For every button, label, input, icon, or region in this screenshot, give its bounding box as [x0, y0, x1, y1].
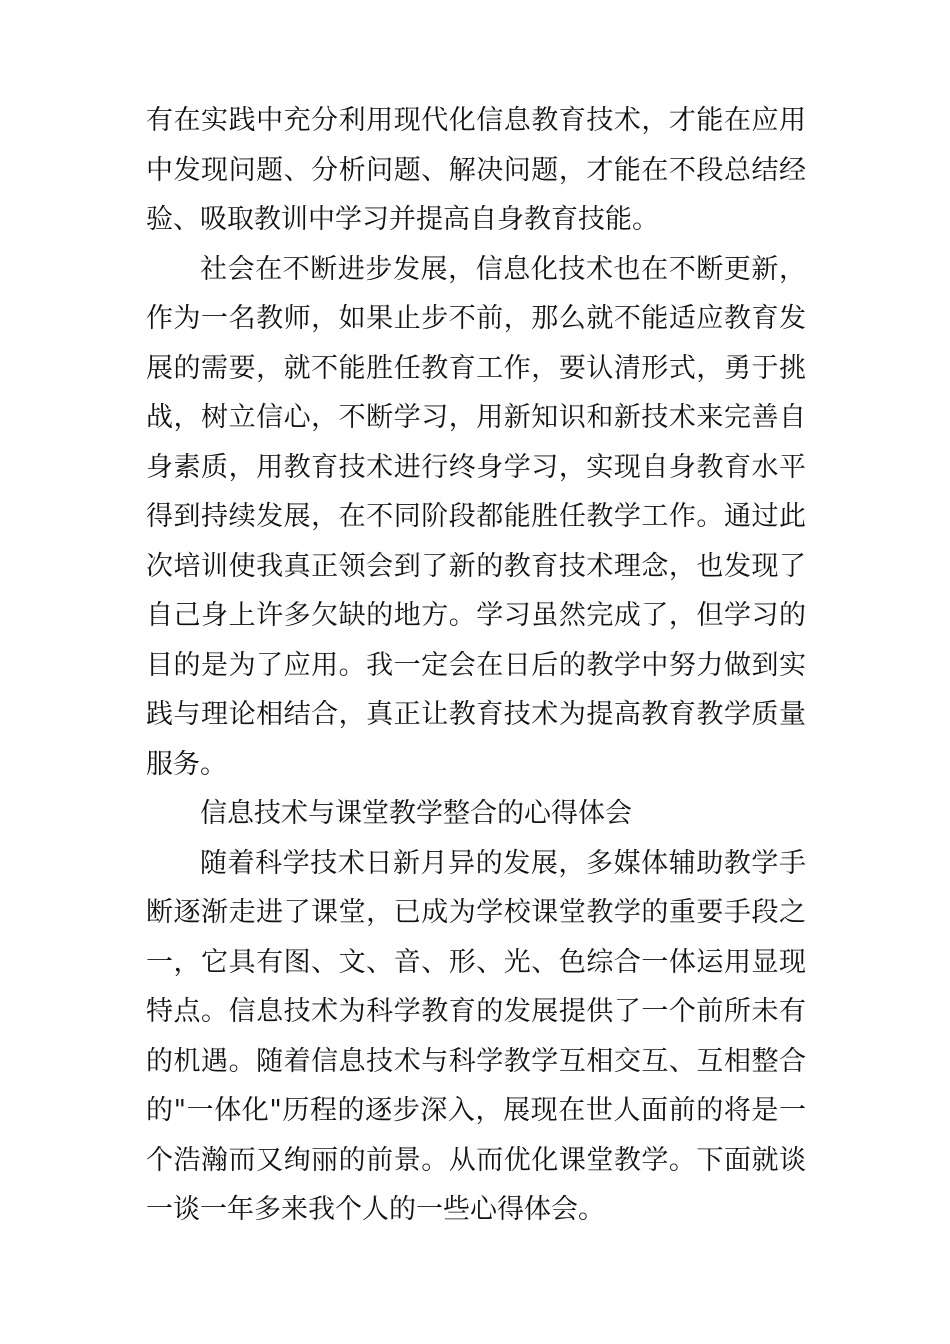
paragraph-continuation: 有在实践中充分利用现代化信息教育技术，才能在应用中发现问题、分析问题、解决问题，才能在不段总结经验、吸取教训中学习并提高自身教育技能。	[146, 105, 806, 235]
paragraph-teacher-development: 社会在不断进步发展，信息化技术也在不断更新，作为一名教师，如果止步不前，那么就不能适应教育发展的需要，就不能胜任教育工作，要认清形式，勇于挑战，树立信心，不断学习，用新知识和新技术来完善自身素质，用教育技术进行终身学习，实现自身教育水平得到持续发展，在不同阶段都能胜任教学工作。通过此次培训使我真正领会到了新的教育技术理念，也发现了自己身上许多欠缺的地方。学习虽然完成了，但学习的目的是为了应用。我一定会在日后的教学中努力做到实践与理论相结合，真正让教育技术为提高教育教学质量服务。	[146, 253, 806, 780]
section-heading: 信息技术与课堂教学整合的心得体会	[200, 798, 632, 829]
document-page	[146, 96, 806, 1235]
paragraph-integration-intro: 随着科学技术日新月异的发展，多媒体辅助教学手断逐渐走进了课堂，已成为学校课堂教学的重要手段之一，它具有图、文、音、形、光、色综合一体运用显现特点。信息技术为科学教育的发展提供了一个前所未有的机遇。随着信息技术与科学教学互相交互、互相整合的"一体化"历程的逐步深入，展现在世人面前的将是一个浩瀚而又绚丽的前景。从而优化课堂教学。下面就谈一谈一年多来我个人的一些心得体会。	[146, 847, 806, 1225]
